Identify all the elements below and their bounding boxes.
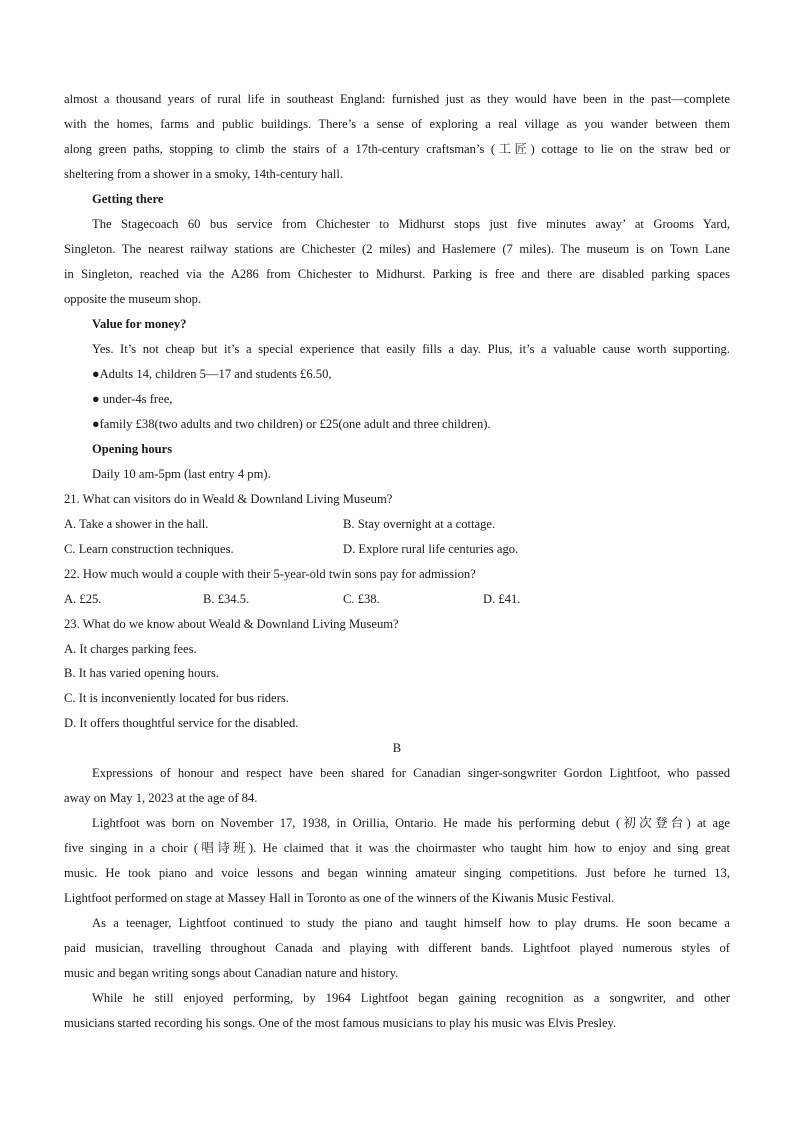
getting-there-heading: Getting there	[92, 192, 164, 206]
price-bullet-under4: ● under-4s free,	[92, 392, 173, 406]
passage-b-p2-line-1: Lightfoot was born on November 17, 1938, in Orillia, Ontario. He made his performing debut (初次登台) at age	[92, 816, 730, 830]
question-21-option-a: A. Take a shower in the hall.	[64, 517, 209, 531]
question-23-option-b: B. It has varied opening hours.	[64, 666, 219, 680]
intro-line-1: almost a thousand years of rural life in southeast England: furnished just as they would have been in the past—complete	[64, 92, 730, 106]
value-for-money-line: Yes. It’s not cheap but it’s a special experience that easily fills a day. Plus, it’s a valuable cause worth supporting.	[92, 342, 730, 356]
opening-hours-heading: Opening hours	[92, 442, 173, 456]
passage-b-p2-line-3: music. He took piano and voice lessons and began winning amateur singing competitions. Just before he turned 13,	[64, 866, 730, 880]
question-21-option-b: B. Stay overnight at a cottage.	[343, 517, 496, 531]
getting-there-line-3: in Singleton, reached via the A286 from Chichester to Midhurst. Parking is free and there are disabled parking spaces	[64, 267, 730, 281]
intro-line-4: sheltering from a shower in a smoky, 14th-century hall.	[64, 167, 343, 181]
opening-hours-line: Daily 10 am-5pm (last entry 4 pm).	[92, 467, 271, 481]
passage-b-p2-line-2: five singing in a choir (唱诗班). He claimed that it was the choirmaster who taught him how to enjoy and sing great	[64, 841, 730, 855]
question-21-stem: 21. What can visitors do in Weald & Downland Living Museum?	[64, 492, 393, 506]
intro-line-3: along green paths, stopping to climb the stairs of a 17th-century craftsman’s (工匠) cottage to lie on the straw bed or	[64, 142, 730, 156]
passage-b-p3-line-1: As a teenager, Lightfoot continued to study the piano and taught himself how to play drums. He soon became a	[92, 916, 730, 930]
value-for-money-heading: Value for money?	[92, 317, 187, 331]
passage-b-label: B	[392, 741, 402, 755]
passage-b-p1-line-2: away on May 1, 2023 at the age of 84.	[64, 791, 258, 805]
question-21-option-d: D. Explore rural life centuries ago.	[343, 542, 519, 556]
question-22-option-a: A. £25.	[64, 592, 102, 606]
price-bullet-family: ●family £38(two adults and two children) or £25(one adult and three children).	[92, 417, 491, 431]
passage-b-p4-line-2: musicians started recording his songs. One of the most famous musicians to play his music was Elvis Presley.	[64, 1016, 617, 1030]
question-23-option-a: A. It charges parking fees.	[64, 642, 197, 656]
question-22-stem: 22. How much would a couple with their 5-year-old twin sons pay for admission?	[64, 567, 476, 581]
passage-b-p3-line-2: paid musician, travelling throughout Canada and playing with different bands. Lightfoot played numerous styles of	[64, 941, 730, 955]
passage-b-p3-line-3: music and began writing songs about Canadian nature and history.	[64, 966, 399, 980]
question-22-option-b: B. £34.5.	[203, 592, 250, 606]
intro-line-2: with the homes, farms and public buildings. There’s a sense of exploring a real village as you wander between them	[64, 117, 730, 131]
question-22-option-c: C. £38.	[343, 592, 380, 606]
question-21-option-c: C. Learn construction techniques.	[64, 542, 234, 556]
getting-there-line-4: opposite the museum shop.	[64, 292, 202, 306]
question-23-stem: 23. What do we know about Weald & Downland Living Museum?	[64, 617, 399, 631]
passage-b-p2-line-4: Lightfoot performed on stage at Massey Hall in Toronto as one of the winners of the Kiwanis Music Festival.	[64, 891, 615, 905]
getting-there-line-2: Singleton. The nearest railway stations are Chichester (2 miles) and Haslemere (7 miles). The museum is on Town Lane	[64, 242, 730, 256]
question-23-option-c: C. It is inconveniently located for bus riders.	[64, 691, 289, 705]
question-23-option-d: D. It offers thoughtful service for the disabled.	[64, 716, 299, 730]
question-22-option-d: D. £41.	[483, 592, 521, 606]
passage-b-p4-line-1: While he still enjoyed performing, by 1964 Lightfoot began gaining recognition as a songwriter, and other	[92, 991, 730, 1005]
price-bullet-adults: ●Adults 14, children 5—17 and students £6.50,	[92, 367, 332, 381]
getting-there-line-1: The Stagecoach 60 bus service from Chichester to Midhurst stops just five minutes away’ at Grooms Yard,	[92, 217, 730, 231]
passage-b-p1-line-1: Expressions of honour and respect have been shared for Canadian singer-songwriter Gordon Lightfoot, who passed	[92, 766, 730, 780]
